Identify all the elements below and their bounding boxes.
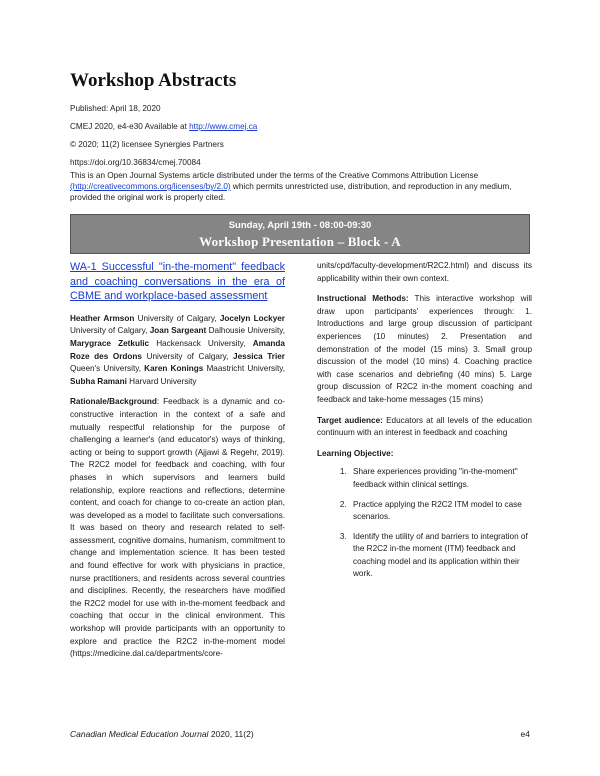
session-banner bbox=[70, 214, 530, 254]
methods-paragraph bbox=[317, 293, 532, 406]
objective-item: 3. Identify the utility of and barriers to integration of the R2C2 in-the moment (ITM) feedback and coaching model and its application within their work. bbox=[349, 531, 532, 581]
author-name: Subha Ramani bbox=[70, 376, 127, 386]
author-affiliation: University of Calgary, bbox=[141, 351, 234, 361]
citation-prefix: CMEJ 2020, e4-e30 Available at bbox=[70, 122, 190, 131]
methods-label: Instructional Methods: bbox=[317, 294, 409, 304]
journal-issue: 2020, 11(2) bbox=[208, 729, 254, 739]
license-line2: which permits unrestricted use, distribution, and reproduction in any medium, provided the original work is properly cited. bbox=[70, 182, 512, 202]
author-affiliation: Dalhousie University, bbox=[206, 326, 285, 336]
license-link[interactable]: (http://creativecommons.org/licenses/by/2.0) bbox=[70, 182, 231, 191]
page-title: Workshop Abstracts bbox=[70, 70, 237, 91]
objectives-list bbox=[317, 466, 532, 581]
doi: https://doi.org/10.36834/cmej.70084 bbox=[70, 158, 201, 167]
author-affiliation: University of Calgary, bbox=[70, 326, 150, 336]
rationale-paragraph bbox=[70, 396, 285, 660]
author-affiliation: Harvard University bbox=[126, 376, 197, 386]
author-name: Jessica Trier bbox=[233, 351, 285, 361]
audience-paragraph bbox=[317, 415, 532, 440]
author-name: Joan Sargeant bbox=[149, 326, 207, 336]
published-date: Published: April 18, 2020 bbox=[70, 104, 161, 113]
left-column bbox=[70, 260, 285, 669]
author-affiliation: University of Calgary, bbox=[134, 313, 220, 323]
page-number: e4 bbox=[520, 729, 530, 739]
rationale-label: Rationale/Background bbox=[70, 397, 157, 407]
block-title: Workshop Presentation – Block - A bbox=[199, 234, 401, 249]
author-affiliation: Hackensack University, bbox=[149, 338, 253, 348]
objectives-heading: Learning Objective: bbox=[317, 448, 394, 458]
right-column bbox=[317, 260, 532, 588]
session-time: Sunday, April 19th - 08:00-09:30 bbox=[228, 220, 372, 231]
author-list bbox=[70, 313, 285, 389]
license-line1: This is an Open Journal Systems article distributed under the terms of the Creative Commons Attribution License bbox=[70, 171, 479, 180]
methods-text: This interactive workshop will draw upon participants' experiences through: 1. Introductions and large group discussion of participant experiences (10 minutes) 2. Presentation and demonstration of the model (15 mins) 3. Small group discussion of the model (10 mins) 4. Coaching practice with case scenarios and debriefing (40 mins) 5. Large group discussion of R2C2 in-the moment coaching and feedback and take-home messages (15 mins) bbox=[317, 294, 532, 404]
audience-text: Educators at all levels of the education continuum with an interest in feedback and coaching bbox=[317, 415, 532, 438]
journal-link[interactable]: http://www.cmej.ca bbox=[189, 122, 258, 131]
author-affiliation: Queen's University, bbox=[70, 364, 145, 374]
journal-name: Canadian Medical Education Journal bbox=[70, 729, 209, 739]
author-affiliation: Maastricht University, bbox=[203, 364, 285, 374]
rationale-text: : Feedback is a dynamic and co-constructive interaction in the context of a safe and mutually respectful relationship for the purpose of challenging a learner's (and educator's) ways of thinking, acting or being to support growth (Ajjawi & Regehr, 2019). The R2C2 model for feedback and coaching, with four phases in which supervisors and learners build relationship, explore reactions and reflections, determine content, and coach for change to co-create an action plan, was developed as a model to facilitate such conversations. It was based on theory and research related to self-assessment, cognitive domains, humanism, commitment to change and implementation science. It has been tested and found effective for work with physicians in practice, nurse practitioners, and residents across several countries and disciplines. Recently, the researchers have modified the R2C2 model for use with in-the-moment feedback and coaching that occur in the clinical environment. This workshop will provide participants with an opportunity to explore and practice the R2C2 in-the-moment model (https://medicine.dal.ca/departments/core- bbox=[70, 397, 285, 659]
author-name: Amanda Roze des Ordons bbox=[70, 338, 285, 361]
objective-item: 2. Practice applying the R2C2 ITM model to case scenarios. bbox=[349, 499, 532, 524]
copyright: © 2020; 11(2) licensee Synergies Partners bbox=[70, 140, 224, 149]
objective-item: 1. Share experiences providing "in-the-moment" feedback within clinical settings. bbox=[349, 466, 532, 491]
citation-line bbox=[70, 121, 257, 132]
author-name: Heather Armson bbox=[70, 313, 135, 323]
audience-label: Target audience: bbox=[317, 415, 383, 425]
author-name: Karen Konings bbox=[144, 364, 204, 374]
abstract-title[interactable]: WA-1 Successful "in-the-moment" feedback and coaching conversations in the era of CBME and workplace-based assessment bbox=[70, 261, 285, 303]
page-footer bbox=[70, 729, 530, 739]
author-name: Marygrace Zetkulic bbox=[70, 338, 150, 348]
rationale-continuation: units/cpd/faculty-development/R2C2.html) and discuss its applicability within their own context. bbox=[317, 261, 532, 283]
author-name: Jocelyn Lockyer bbox=[219, 313, 285, 323]
license-text bbox=[70, 170, 535, 203]
